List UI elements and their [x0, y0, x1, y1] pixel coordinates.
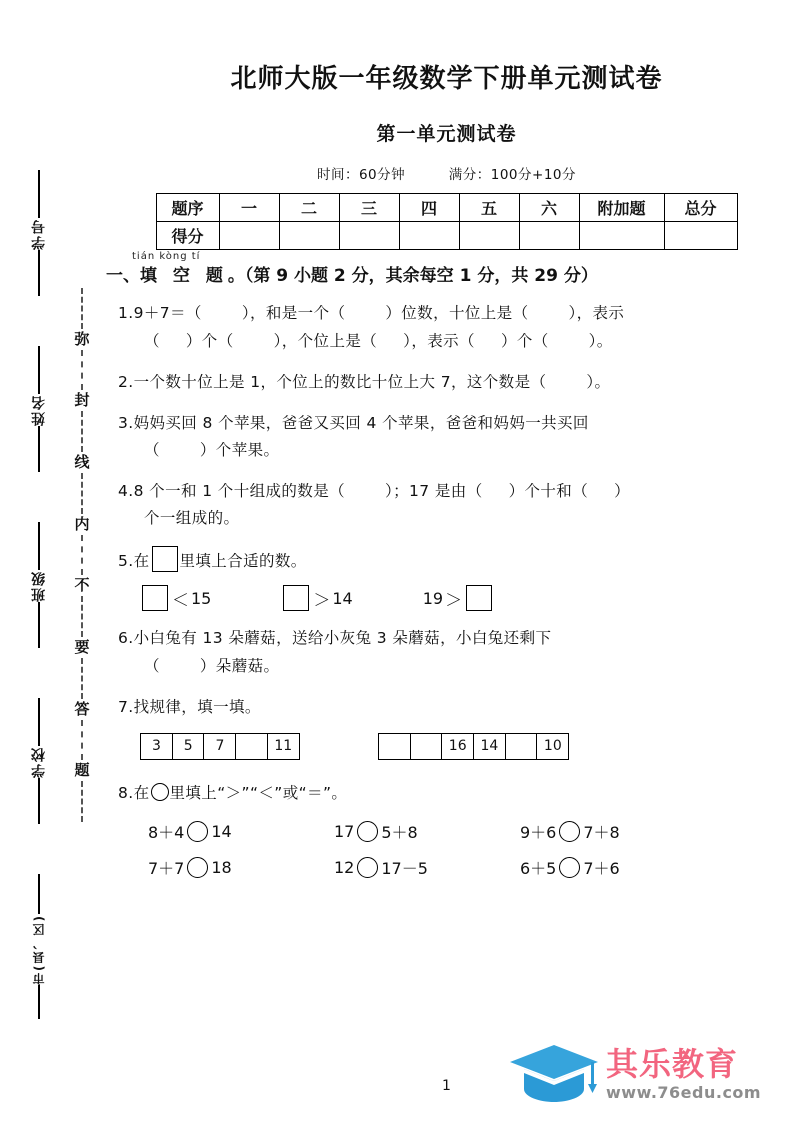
score-cell[interactable] [279, 222, 339, 250]
table-row-header [156, 194, 737, 222]
q4-part-d: ） [614, 482, 631, 501]
seal-char: 封 [74, 391, 90, 410]
question-line: 3.妈妈买回 8 个苹果，爸爸又买回 4 个苹果，爸爸和妈妈一共买回 [118, 413, 589, 432]
question-5-inequalities [140, 585, 793, 611]
strip-cell[interactable] [505, 733, 538, 760]
seal-char: 题 [74, 761, 90, 780]
strip-cell[interactable]: 10 [536, 733, 569, 760]
q8-prompt-b: 里填上“＞”“＜”或“＝”。 [169, 783, 348, 802]
answer-circle[interactable] [187, 857, 208, 878]
operand-right: 7＋6 [583, 858, 620, 878]
operator: ＞ [313, 590, 331, 611]
page-subtitle: 第一单元测试卷 [376, 123, 517, 145]
brand-name: 其乐教育 [606, 1044, 739, 1083]
sidebar-field-name [16, 346, 62, 496]
question-5 [118, 546, 793, 575]
score-cell[interactable] [219, 222, 279, 250]
strip-cell[interactable] [378, 733, 411, 760]
sidebar-field-label: 市(县、区) [32, 914, 46, 985]
time-limit-label: 时间：60分钟 [316, 167, 406, 183]
question-line [118, 328, 793, 355]
seal-dash [81, 288, 83, 329]
q1-part-d: ），表示 [568, 304, 625, 323]
strip-cell[interactable]: 7 [203, 733, 236, 760]
operand-right: 7＋8 [583, 822, 620, 842]
section-points: （第 9 小题 2 分，其余每空 1 分，共 29 分） [244, 266, 598, 286]
field-rule-line [38, 170, 40, 218]
question-line: 6.小白兔有 13 朵蘑菇，送给小灰兔 3 朵蘑菇，小白兔还剩下 [118, 629, 552, 648]
score-cell[interactable] [459, 222, 519, 250]
question-1 [118, 300, 793, 354]
answer-box-icon [152, 546, 178, 572]
comparison-item [334, 820, 520, 843]
question-7-number-strips [140, 733, 793, 760]
comparison-item [148, 820, 334, 843]
seal-dash [81, 411, 83, 452]
score-cell[interactable] [399, 222, 459, 250]
field-rule-line [38, 778, 40, 824]
strip-cell[interactable]: 14 [473, 733, 506, 760]
section-pinyin: tián kòng tí [132, 251, 201, 262]
answer-circle[interactable] [187, 821, 208, 842]
table-row-scores [156, 222, 737, 250]
question-4 [118, 478, 793, 532]
comparison-item [520, 856, 706, 879]
q8-prompt-a: 8.在 [118, 783, 150, 802]
seal-char: 弥 [74, 329, 90, 348]
seal-dash [81, 658, 83, 699]
graduation-cap-icon [508, 1043, 600, 1105]
q6-part-b: ）朵蘑菇。 [199, 656, 280, 675]
question-line [118, 478, 793, 505]
strip-cell[interactable]: 16 [441, 733, 474, 760]
answer-box[interactable] [283, 585, 309, 611]
section-number: 一、 [106, 266, 140, 286]
q1-part-i: ）个（ [500, 331, 549, 350]
section-title: 填 空 题 [140, 266, 228, 286]
q1-part-j: ）。 [588, 331, 613, 350]
seal-dash [81, 473, 83, 514]
inequality-item-1 [140, 585, 211, 611]
question-line [118, 300, 793, 327]
exam-left-margin [0, 0, 100, 1121]
score-cell[interactable] [579, 222, 664, 250]
operand-right: 18 [211, 857, 232, 877]
q1-part-e: （ [144, 331, 160, 350]
operand: 19 [422, 588, 444, 608]
q1-part-g: ），个位上是（ [273, 331, 378, 350]
seal-char: 要 [74, 638, 90, 657]
score-table-column-6: 六 [519, 194, 579, 222]
field-rule-line [38, 874, 40, 914]
field-rule-line [38, 346, 40, 394]
question-7 [118, 694, 793, 721]
operator: ＜ [172, 590, 189, 611]
answer-circle[interactable] [357, 821, 378, 842]
seal-char: 不 [74, 576, 90, 595]
operand-left: 9＋6 [520, 822, 557, 842]
q1-part-h: ），表示（ [403, 331, 475, 350]
seal-dash [81, 596, 83, 637]
answer-circle[interactable] [357, 857, 378, 878]
operand-left: 7＋7 [148, 858, 185, 878]
score-table-column-total: 总分 [664, 194, 737, 222]
brand-url: www.76edu.com [606, 1082, 762, 1102]
q3-part-b: ）个苹果。 [199, 440, 280, 459]
field-rule-line [38, 602, 40, 648]
operand-right: 17－5 [381, 858, 428, 878]
number-strip-2 [378, 733, 570, 760]
score-table-column-bonus: 附加题 [579, 194, 664, 222]
field-rule-line [38, 985, 40, 1019]
field-rule-line [38, 522, 40, 570]
sidebar-field-label: 学校 [31, 746, 47, 778]
section-heading-fill-in-blanks [106, 251, 793, 286]
sidebar-field-city [16, 874, 62, 1034]
comparison-item [334, 856, 520, 879]
strip-cell[interactable]: 3 [140, 733, 173, 760]
question-line [118, 437, 793, 464]
operand-right: 5＋8 [381, 822, 418, 842]
question-line: 7.找规律，填一填。 [118, 697, 261, 716]
score-table-column-4: 四 [399, 194, 459, 222]
question-line [118, 369, 793, 396]
seal-char: 答 [74, 699, 90, 718]
q5-prompt-a: 5.在 [118, 552, 150, 571]
seal-dash [81, 535, 83, 576]
score-cell[interactable] [519, 222, 579, 250]
question-8-row-1 [148, 820, 793, 843]
question-8-row-2 [148, 856, 793, 879]
q1-part-a: 1.9＋7＝（ [118, 304, 202, 323]
logo-text-block [606, 1044, 762, 1102]
comparison-item [148, 856, 334, 879]
answer-box[interactable] [142, 585, 168, 611]
sidebar-field-label: 学号 [31, 218, 47, 250]
page-title: 北师大版一年级数学下册单元测试卷 [230, 64, 663, 94]
q1-part-b: ），和是一个（ [241, 304, 346, 323]
full-score-label: 满分：100分+10分 [448, 167, 577, 183]
score-cell[interactable] [339, 222, 399, 250]
field-rule-line [38, 250, 40, 296]
strip-cell[interactable] [410, 733, 443, 760]
q2-part-b: ）。 [586, 372, 611, 391]
operand: 14 [332, 588, 353, 608]
answer-circle[interactable] [559, 857, 580, 878]
seal-line [68, 285, 96, 825]
page-number: 1 [442, 1078, 451, 1094]
question-8 [118, 780, 793, 807]
score-cell[interactable] [664, 222, 737, 250]
score-table-column-3: 三 [339, 194, 399, 222]
score-table [156, 193, 738, 250]
sidebar-field-class [16, 522, 62, 672]
answer-circle[interactable] [559, 821, 580, 842]
score-table-column-2: 二 [279, 194, 339, 222]
q1-part-c: ）位数，十位上是（ [385, 304, 529, 323]
question-line [118, 653, 793, 680]
strip-cell[interactable]: 5 [172, 733, 205, 760]
question-line: 个一组成的。 [144, 509, 240, 528]
number-strip-1 [140, 733, 300, 760]
field-rule-line [38, 698, 40, 746]
sidebar-field-student-id [16, 170, 62, 320]
q4-part-a: 4.8 个一和 1 个十组成的数是（ [118, 482, 345, 501]
q6-part-a: （ [144, 656, 160, 675]
operand-left: 12 [334, 857, 355, 877]
circle-blank-icon [151, 783, 169, 801]
sidebar-field-label: 姓名 [31, 394, 47, 426]
score-table-row-label: 得分 [156, 222, 219, 250]
q1-part-f: ）个（ [185, 331, 234, 350]
score-table-column-5: 五 [459, 194, 519, 222]
inequality-item-2 [281, 585, 352, 611]
section-period: 。 [227, 266, 245, 286]
question-line [118, 546, 793, 575]
answer-box[interactable] [466, 585, 492, 611]
operand-left: 6＋5 [520, 858, 557, 878]
score-table-column-1: 一 [219, 194, 279, 222]
exam-sheet [100, 0, 793, 1121]
seal-dash [81, 350, 83, 391]
comparison-item [520, 820, 706, 843]
seal-char: 内 [74, 514, 90, 533]
operand-right: 14 [211, 821, 232, 841]
inequality-item-3 [423, 585, 494, 611]
question-6 [118, 625, 793, 679]
field-rule-line [38, 426, 40, 472]
seal-dash [81, 720, 83, 761]
seal-char: 线 [74, 453, 90, 472]
question-2 [118, 369, 793, 396]
q3-part-a: （ [144, 440, 160, 459]
strip-cell[interactable]: 11 [267, 733, 300, 760]
q4-part-b: ）；17 是由（ [385, 482, 483, 501]
student-info-rail [16, 170, 62, 985]
score-table-row-label: 题序 [156, 194, 219, 222]
question-line [118, 780, 793, 807]
sidebar-field-label: 班级 [31, 570, 47, 602]
q2-part-a: 2.一个数十位上是 1，个位上的数比十位上大 7，这个数是（ [118, 372, 547, 391]
sidebar-field-school [16, 698, 62, 848]
question-3 [118, 410, 793, 464]
q5-prompt-b: 里填上合适的数。 [179, 552, 307, 571]
exam-meta [100, 163, 793, 183]
site-watermark-logo [508, 1035, 776, 1113]
q4-part-c: ）个十和（ [508, 482, 589, 501]
seal-dash [81, 781, 83, 822]
strip-cell[interactable] [235, 733, 268, 760]
operand-left: 17 [334, 821, 355, 841]
operand: 15 [191, 588, 212, 608]
operand-left: 8＋4 [148, 822, 185, 842]
operator: ＞ [445, 590, 463, 611]
